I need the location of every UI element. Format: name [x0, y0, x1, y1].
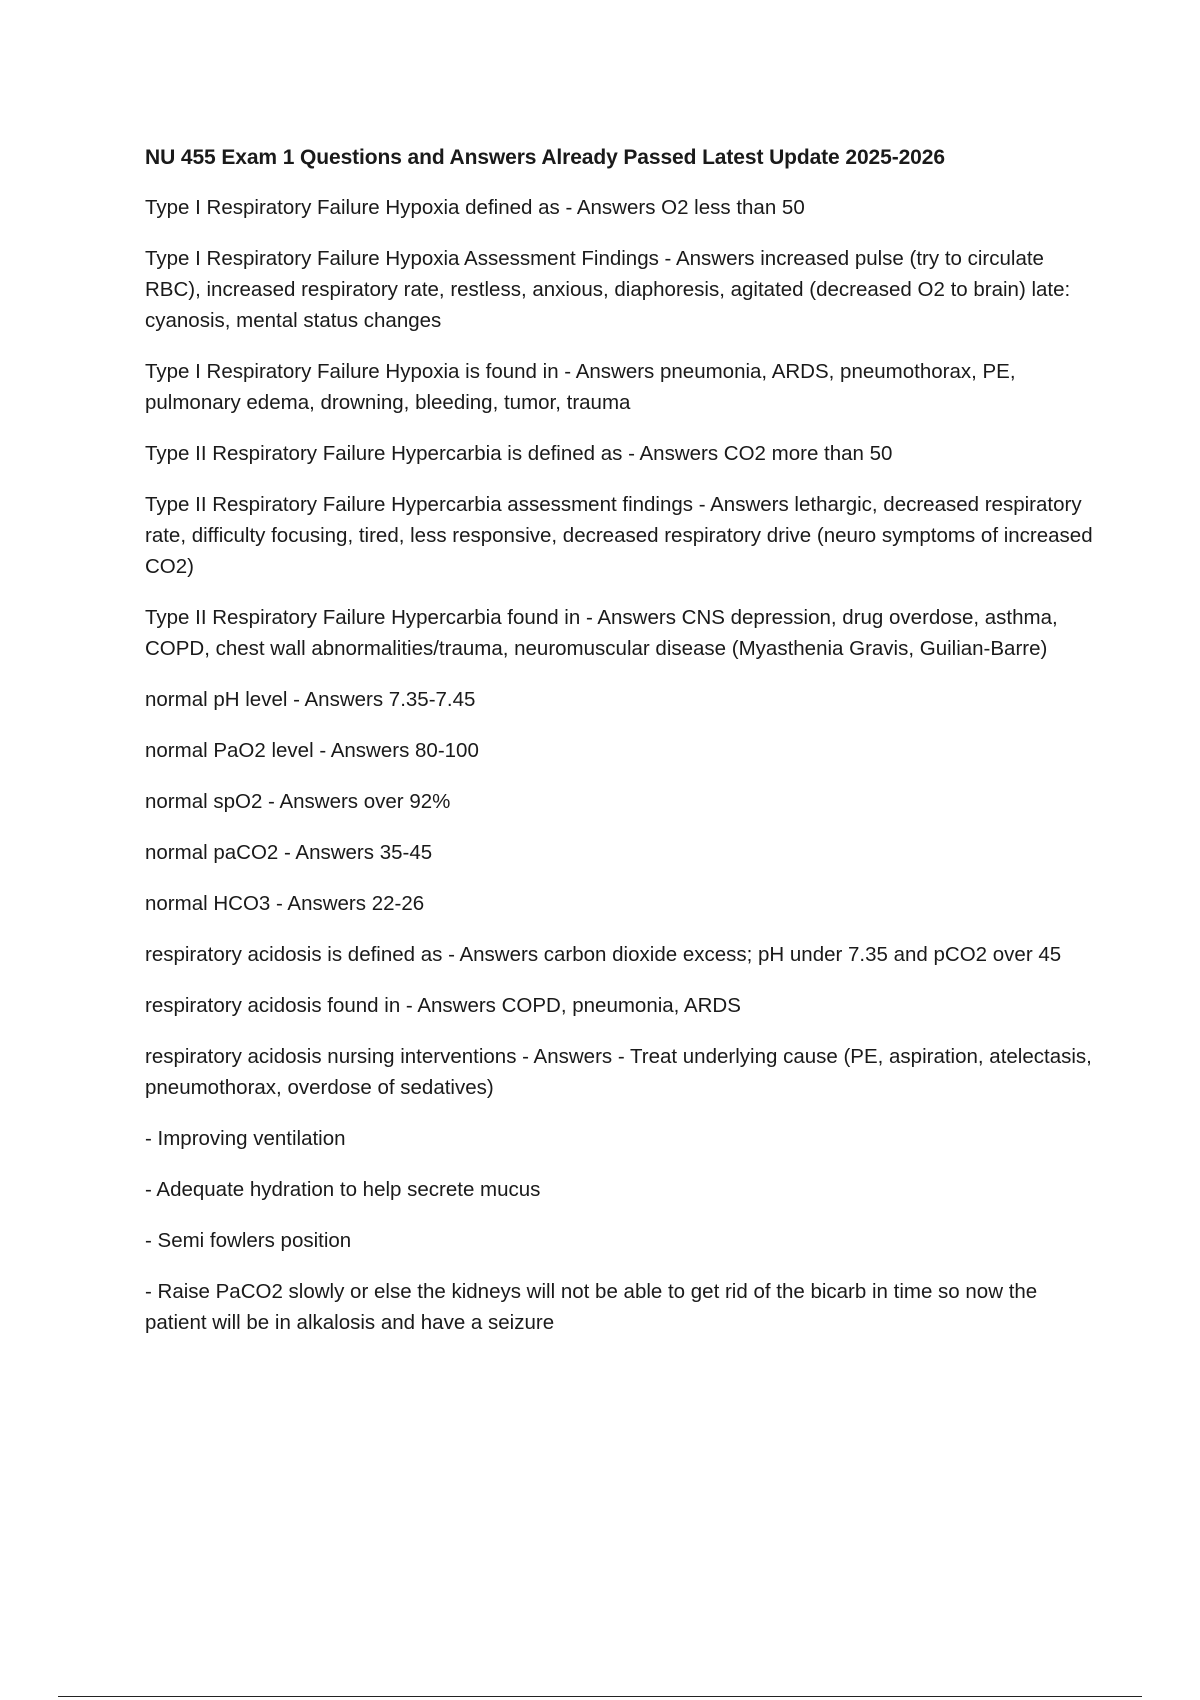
- qa-entry: Type II Respiratory Failure Hypercarbia found in - Answers CNS depression, drug overdose, asthma, COPD, chest wall abnormalities/trauma, neuromuscular disease (Myasthenia Gravis, Guilian-Barre): [145, 606, 1058, 660]
- document-title: NU 455 Exam 1 Questions and Answers Already Passed Latest Update 2025-2026: [145, 146, 945, 169]
- qa-entry: normal PaO2 level - Answers 80-100: [145, 739, 479, 762]
- qa-entry: Type I Respiratory Failure Hypoxia Assessment Findings - Answers increased pulse (try to circulate RBC), increased respiratory rate, restless, anxious, diaphoresis, agitated (decreased O2 to brain) late: cyanosis, mental status changes: [145, 247, 1071, 332]
- page-footer-rule: [58, 1696, 1142, 1697]
- qa-entry: Type I Respiratory Failure Hypoxia defined as - Answers O2 less than 50: [145, 196, 805, 219]
- qa-entry: Type II Respiratory Failure Hypercarbia is defined as - Answers CO2 more than 50: [145, 442, 893, 465]
- qa-entry: respiratory acidosis is defined as - Answers carbon dioxide excess; pH under 7.35 and pCO2 over 45: [145, 943, 1062, 966]
- qa-entry: normal paCO2 - Answers 35-45: [145, 841, 433, 864]
- bullet-item: - Adequate hydration to help secrete mucus: [145, 1178, 541, 1201]
- qa-entry: Type I Respiratory Failure Hypoxia is found in - Answers pneumonia, ARDS, pneumothorax, PE, pulmonary edema, drowning, bleeding, tumor, trauma: [145, 360, 1016, 414]
- bullet-item: - Semi fowlers position: [145, 1229, 352, 1252]
- qa-entry: respiratory acidosis found in - Answers COPD, pneumonia, ARDS: [145, 994, 741, 1017]
- qa-entry: Type II Respiratory Failure Hypercarbia assessment findings - Answers lethargic, decreased respiratory rate, difficulty focusing, tired, less responsive, decreased respiratory drive (neuro symptoms of increased CO2): [145, 493, 1093, 578]
- bullet-item: - Raise PaCO2 slowly or else the kidneys will not be able to get rid of the bicarb in time so now the patient will be in alkalosis and have a seizure: [145, 1280, 1038, 1334]
- bullet-item: - Improving ventilation: [145, 1127, 346, 1150]
- qa-entry: normal HCO3 - Answers 22-26: [145, 892, 425, 915]
- document-page: [145, 143, 1100, 1358]
- qa-entry: normal spO2 - Answers over 92%: [145, 790, 451, 813]
- qa-entry: respiratory acidosis nursing interventions - Answers - Treat underlying cause (PE, aspiration, atelectasis, pneumothorax, overdose of sedatives): [145, 1045, 1092, 1099]
- qa-entry: normal pH level - Answers 7.35-7.45: [145, 688, 476, 711]
